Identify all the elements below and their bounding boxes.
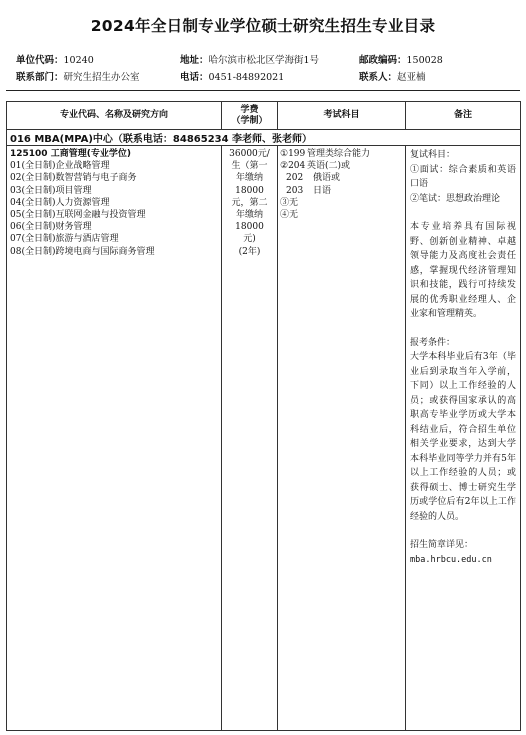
col-header-tuition (222, 102, 278, 130)
retest-item: ①面试：综合素质和英语口语 (410, 164, 516, 189)
exam-name: 管理类综合能力 (307, 149, 371, 159)
spacer (410, 206, 516, 220)
postcode-value: 150028 (406, 55, 443, 66)
exam-item (280, 197, 403, 209)
catalog-table (6, 101, 521, 731)
exam-code: ②204 (280, 161, 306, 172)
col-header-exams: 考试科目 (278, 102, 406, 130)
department-title: 016 MBA(MPA)中心（联系电话：84865234 李老师、张老师） (7, 130, 521, 146)
contact-person (359, 69, 426, 83)
unit-code-value: 10240 (63, 55, 94, 66)
exam-code: 203 (286, 185, 304, 196)
contact-label: 联系人： (359, 72, 398, 83)
exam-item (280, 185, 403, 197)
exam-code: ①199 (280, 149, 306, 159)
tuition-line: 年缴纳 (235, 210, 263, 221)
unit-code (16, 52, 94, 66)
table-header-row (7, 102, 521, 130)
contact-department (16, 69, 140, 83)
exam-code: ③无 (280, 197, 299, 208)
address (180, 52, 319, 66)
postcode (359, 52, 443, 66)
exam-item (280, 209, 403, 221)
brochure-label: 招生简章详见： (410, 540, 474, 550)
col-header-major: 专业代码、名称及研究方向 (7, 102, 222, 130)
table-row (7, 146, 521, 731)
retest-item: ②笔试：思想政治理论 (410, 193, 501, 204)
direction-item: 02(全日制)数智营销与电子商务 (10, 173, 137, 184)
tuition-cell (222, 146, 278, 731)
tuition-line: 36000元/ (229, 149, 270, 159)
header-rule (6, 90, 520, 91)
direction-item: 08(全日制)跨境电商与国际商务管理 (10, 246, 155, 257)
exam-item (280, 172, 403, 184)
spacer (410, 322, 516, 336)
direction-item: 06(全日制)财务管理 (10, 222, 92, 233)
exam-name: 日语 (313, 185, 332, 196)
exam-code: ④无 (280, 210, 299, 221)
department-row (7, 130, 521, 146)
conditions-title: 报考条件： (410, 337, 456, 348)
contact-value: 赵亚楠 (397, 72, 426, 83)
unit-code-label: 单位代码： (16, 55, 64, 66)
brochure-link[interactable]: mba.hrbcu.edu.cn (410, 554, 492, 565)
retest-title: 复试科目： (410, 150, 456, 160)
page-title: 2024年全日制专业学位硕士研究生招生专业目录 (90, 17, 436, 35)
conditions-text: 大学本科毕业后有3年（毕业后到录取当年入学前，下同）以上工作经验的人员；或获得国家承认的高职高专毕业学历或大学本科结业后，符合招生单位相关学业要求，达到大学本科毕业同等学力并有5年以上工作经验的人员；或获得硕士、博士研究生学历或学位后有2年以上工作经验的人员。 (410, 352, 516, 522)
col-header-tuition-line2: （学制） (231, 115, 268, 126)
notes-cell (406, 146, 521, 731)
major-name: 125100 工商管理(专业学位) (10, 149, 131, 159)
phone-value: 0451-84892021 (208, 72, 285, 83)
program-description: 本专业培养具有国际视野、创新创业精神、卓越领导能力及高度社会责任感，掌握现代经济管理知识和技能，践行可持续发展的优秀职业经理人、企业家和管理精英。 (410, 222, 516, 319)
col-header-notes: 备注 (406, 102, 521, 130)
exam-code: 202 (286, 173, 304, 184)
exam-name: 俄语或 (313, 173, 341, 184)
major-cell (7, 146, 222, 731)
direction-item: 01(全日制)企业战略管理 (10, 161, 110, 172)
tuition-line: 元，第二 (231, 197, 268, 208)
exam-name: 英语(二)或 (307, 161, 351, 172)
direction-item: 04(全日制)人力资源管理 (10, 197, 110, 208)
direction-item: 05(全日制)互联网金融与投资管理 (10, 210, 146, 221)
exam-item (280, 148, 403, 160)
exam-cell (278, 146, 406, 731)
address-value: 哈尔滨市松北区学海街1号 (208, 55, 320, 66)
postcode-label: 邮政编码： (359, 55, 407, 66)
phone-label: 电话： (180, 72, 209, 83)
direction-item: 03(全日制)项目管理 (10, 185, 92, 196)
dept-label: 联系部门： (16, 72, 64, 83)
col-header-tuition-line1: 学费 (240, 104, 259, 115)
tuition-line: 18000 (235, 185, 264, 196)
exam-item (280, 160, 403, 172)
address-label: 地址： (180, 55, 209, 66)
tuition-line: 元) (243, 234, 256, 245)
tuition-line: 18000 (235, 222, 264, 233)
tuition-line: 年缴纳 (235, 173, 263, 184)
phone (180, 69, 284, 83)
direction-item: 07(全日制)旅游与酒店管理 (10, 234, 119, 245)
tuition-line: 生（第一 (231, 161, 268, 172)
study-duration: (2年) (238, 246, 261, 257)
spacer (410, 524, 516, 538)
dept-value: 研究生招生办公室 (63, 72, 140, 83)
